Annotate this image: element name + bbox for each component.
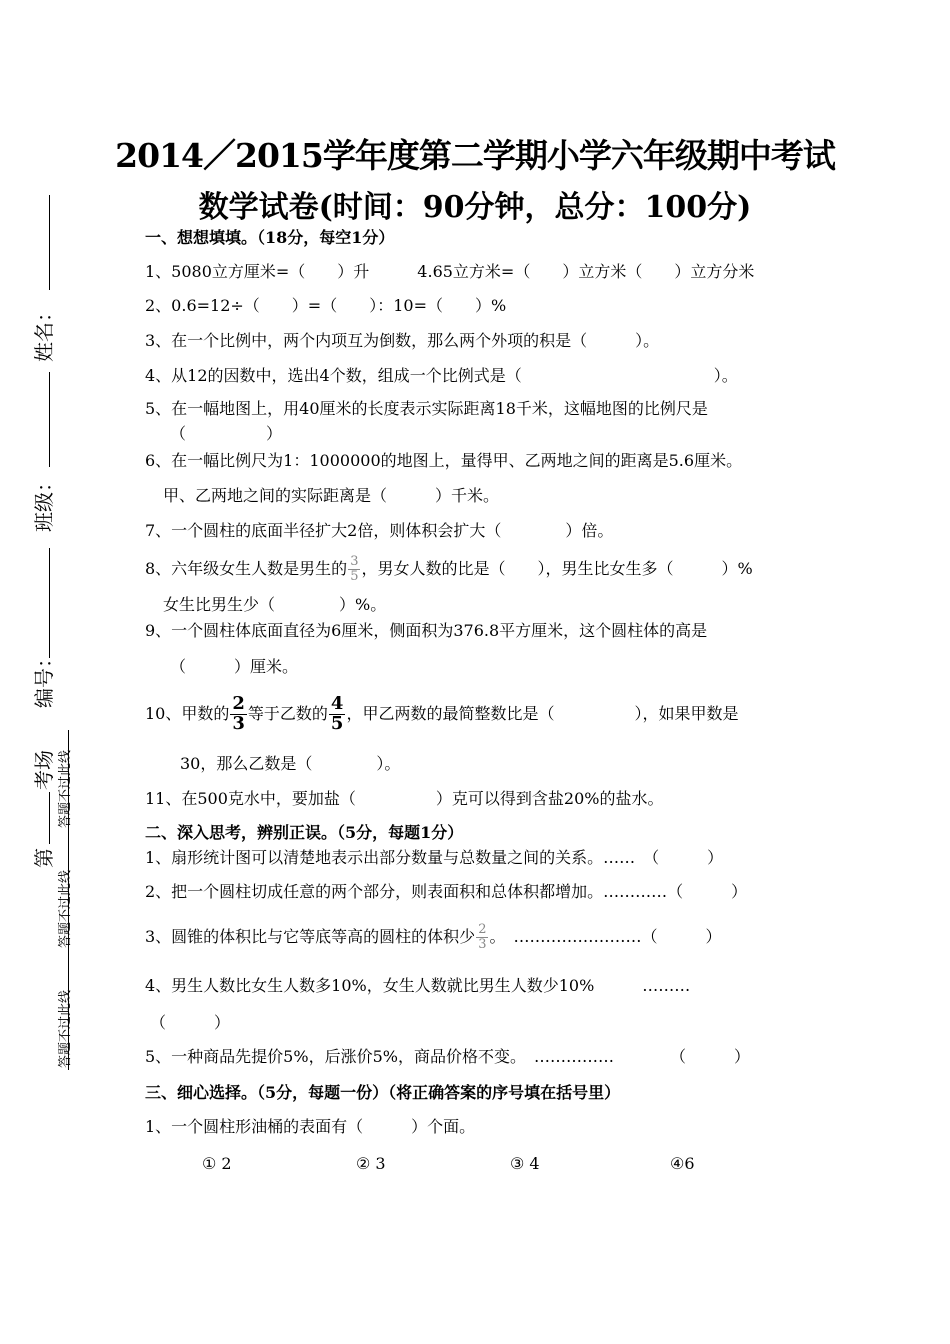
s1-q9-line1: 9、一个圆柱体底面直径为6厘米，侧面积为376.8平方厘米，这个圆柱体的高是: [145, 621, 708, 640]
s1-q4: 4、从12的因数中，选出4个数，组成一个比例式是（ ）。: [145, 366, 738, 385]
s1-q5-line1: 5、在一幅地图上，用40厘米的长度表示实际距离18千米，这幅地图的比例尺是: [145, 399, 708, 418]
s3-q1-option-1: ① 2: [202, 1154, 232, 1173]
exam-underline: [49, 792, 50, 844]
s1-q6-line2: 甲、乙两地之间的实际距离是（ ）千米。: [163, 486, 500, 505]
s3-q1-option-3: ③ 4: [510, 1154, 540, 1173]
s1-q10-mid: 等于乙数的: [247, 704, 328, 723]
s1-q10-post: ，甲乙两数的最简整数比是（ ），如果甲数是: [346, 704, 739, 723]
exam-room-label: 考场: [32, 750, 56, 790]
class-label: 班级：: [32, 472, 56, 532]
fraction-denominator: 3: [478, 937, 487, 952]
s1-q10-line1: [145, 692, 738, 736]
s1-q5-line2: （ ）: [170, 424, 283, 443]
exam-title: 2014／2015学年度第二学期小学六年级期中考试: [115, 136, 835, 175]
number-label: 编号：: [32, 648, 56, 708]
s1-q8-line2: 女生比男生少（ ）%。: [163, 595, 387, 614]
s1-q8-post: ，男女人数的比是（ ），男生比女生多（ ）%: [361, 559, 753, 578]
s2-q1: 1、扇形统计图可以清楚地表示出部分数量与总数量之间的关系。…… （ ）: [145, 848, 724, 867]
s1-q1: 1、5080立方厘米=（ ）升 4.65立方米=（ ）立方米（ ）立方分米: [145, 262, 755, 281]
s2-q5: 5、一种商品先提价5%，后涨价5%，商品价格不变。 …………… （ ）: [145, 1047, 750, 1066]
s1-q7: 7、一个圆柱的底面半径扩大2倍，则体积会扩大（ ）倍。: [145, 521, 614, 540]
fraction-2-3: [230, 695, 247, 734]
name-label: 姓名：: [32, 302, 56, 362]
section2-heading: 二、深入思考，辨别正误。（5分，每题1分）: [145, 823, 464, 842]
exam-subtitle: 数学试卷(时间：90分钟，总分：100分): [198, 190, 752, 225]
fraction-numerator: 3: [350, 554, 359, 570]
section3-heading: 三、细心选择。（5分，每题一份）（将正确答案的序号填在括号里）: [145, 1083, 621, 1102]
fraction-denominator: 5: [350, 569, 359, 584]
s1-q10-pre: 10、甲数的: [145, 704, 230, 723]
fraction-numerator: 2: [478, 922, 487, 938]
fraction-2-3-small: [476, 923, 488, 951]
fraction-denominator: 3: [232, 713, 245, 734]
s1-q8-pre: 8、六年级女生人数是男生的: [145, 559, 348, 578]
s2-q3: [145, 917, 721, 957]
s3-q1-option-4: ④6: [670, 1154, 695, 1173]
cut-warning-2: 答题不过此线: [58, 869, 73, 948]
fraction-numerator: 4: [330, 693, 344, 715]
s1-q10-line2: 30，那么乙数是（ ）。: [180, 754, 401, 773]
exam-ordinal-label: 第: [32, 848, 56, 868]
number-underline: [49, 548, 50, 658]
cut-warning-1: 答题不过此线: [58, 749, 73, 828]
fraction-numerator: 2: [232, 693, 245, 715]
s1-q9-line2: （ ）厘米。: [170, 657, 299, 676]
s2-q3-pre: 3、圆锥的体积比与它等底等高的圆柱的体积少: [145, 927, 476, 946]
s1-q2: 2、0.6=12÷（ ）=（ ）：10=（ ）%: [145, 296, 507, 315]
fraction-3-5: [348, 555, 360, 583]
fraction-4-5: [329, 695, 346, 734]
s1-q3: 3、在一个比例中，两个内项互为倒数，那么两个外项的积是（ ）。: [145, 331, 660, 350]
s2-q4-line1: 4、男生人数比女生人数多10%，女生人数就比男生人数少10% ………: [145, 976, 691, 995]
s2-q4-line2: （ ）: [150, 1013, 231, 1032]
s3-q1-option-2: ② 3: [356, 1154, 386, 1173]
s2-q3-post: 。 ……………………（ ）: [489, 927, 722, 946]
section1-heading: 一、想想填填。（18分，每空1分）: [145, 228, 395, 247]
s1-q8-line1: [145, 549, 753, 589]
class-underline: [49, 372, 50, 467]
s1-q6-line1: 6、在一幅比例尺为1：1000000的地图上，量得甲、乙两地之间的距离是5.6厘米。: [145, 451, 743, 470]
cut-warning-3: 答题不过此线: [58, 989, 73, 1068]
s2-q2: 2、把一个圆柱切成任意的两个部分，则表面积和总体积都增加。…………（ ）: [145, 882, 748, 901]
fraction-denominator: 5: [330, 713, 344, 734]
s1-q11: 11、在500克水中，要加盐（ ）克可以得到含盐20%的盐水。: [145, 789, 664, 808]
s3-q1: 1、一个圆柱形油桶的表面有（ ）个面。: [145, 1117, 476, 1136]
